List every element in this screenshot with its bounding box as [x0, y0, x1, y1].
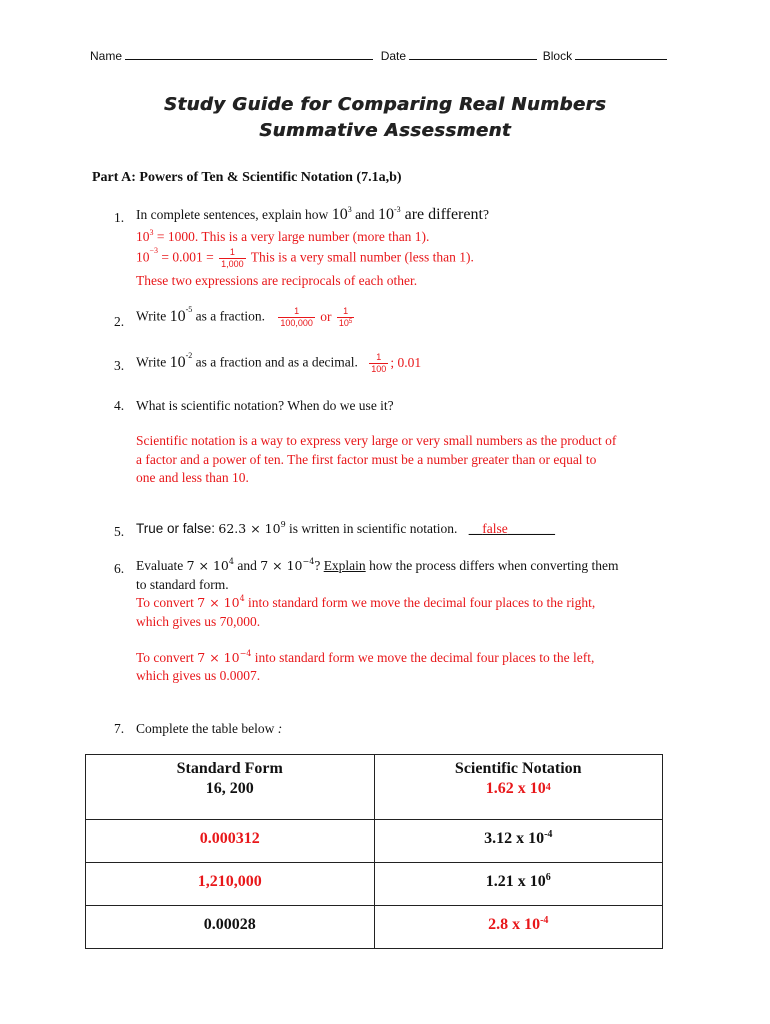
page-title: Study Guide for Comparing Real Numbers: [163, 94, 607, 115]
conversion-table: [85, 754, 663, 949]
q5-prompt: True or false: $62.3 \times 10^9$ is written in scientific notation. __false_______: [136, 520, 555, 536]
table-cell: [86, 863, 375, 906]
date-label: Date: [380, 49, 407, 63]
q2-prompt: Write $10^{-5}$ as a fraction. $\frac{1}{100,000}$ or $\frac{1}{10^5}$: [136, 305, 353, 328]
table-cell: [374, 820, 663, 863]
q1-answer-2: $10^{-3} = 0.001$ = $\frac{1}{1,000}$ This is a very small number (less than 1).: [136, 246, 474, 269]
q1-prompt: In complete sentences, explain how $10^3$ and $10^{-3}$ are different?: [136, 205, 489, 223]
q2-number: 2.: [114, 314, 125, 329]
q1-answer-3: These two expressions are reciprocals of each other.: [136, 273, 418, 288]
q3-fraction: $\frac{1}{100}$: [371, 352, 387, 374]
q6-answer-1-line-2: which gives us 70,000.: [136, 614, 261, 629]
cell-scientific: 3.12 x $10^{-4}$: [484, 829, 553, 847]
table-cell: [86, 906, 375, 949]
q4-answer-line-1: Scientific notation is a way to express very large or very small numbers as the product of: [136, 433, 617, 448]
q3-prompt: Write $10^{-2}$ as a fraction and as a decimal. $\frac{1}{100}$ ; 0.01: [136, 351, 422, 374]
q6-answer-2: To convert $7 \times 10^{-4}$ into standard form we move the decimal four places to the left,: [136, 649, 595, 665]
cell-standard: 0.000312: [199, 830, 260, 847]
part-a-heading: Part A: Powers of Ten & Scientific Notation (7.1a,b): [92, 170, 402, 185]
q5-answer: false: [482, 521, 508, 536]
table-row: [86, 755, 663, 820]
cell-standard: 1,210,000: [197, 873, 262, 890]
date-blank[interactable]: [409, 48, 537, 60]
q2-fraction-1: $\frac{1}{100,000}$: [280, 306, 313, 328]
table-row: [86, 820, 663, 863]
q6-answer-1: To convert $7 \times 10^4$ into standard form we move the decimal four places to the right,: [136, 594, 596, 610]
table-cell: [374, 906, 663, 949]
table-cell: [86, 755, 375, 820]
header-line: [90, 48, 667, 63]
q6-answer-2-line-2: which gives us 0.0007.: [136, 668, 261, 683]
page-subtitle: Summative Assessment: [259, 120, 511, 141]
q5-number: 5.: [114, 524, 125, 539]
q6-number: 6.: [114, 561, 125, 576]
table-cell: [374, 755, 663, 820]
table-row: [86, 906, 663, 949]
name-blank[interactable]: [125, 48, 373, 60]
cell-scientific: 1.21 x $10^6$: [485, 872, 551, 890]
column-header-scientific: Scientific Notation: [454, 760, 582, 777]
q2-fraction-2: $\frac{1}{10^5}$: [338, 306, 353, 328]
q1-number: 1.: [114, 210, 125, 225]
block-label: Block: [542, 49, 573, 63]
q1-answer-1: $10^3 = 1000$. This is a very large number (more than 1).: [136, 228, 430, 244]
q7-number: 7.: [114, 721, 125, 736]
q1-fraction: $\frac{1}{1,000}$: [221, 247, 244, 269]
q7-prompt: Complete the table below :: [136, 721, 283, 736]
column-header-standard: Standard Form: [176, 760, 283, 777]
table-cell: [374, 863, 663, 906]
cell-standard: 0.00028: [203, 916, 256, 933]
cell-standard: 16, 200: [205, 780, 254, 797]
cell-scientific: 1.62 x $10^4$: [485, 780, 551, 797]
q4-answer-line-3: one and less than 10.: [136, 470, 249, 485]
q4-prompt: What is scientific notation? When do we use it?: [136, 398, 394, 413]
table-row: [86, 863, 663, 906]
table-cell: [86, 820, 375, 863]
q4-number: 4.: [114, 398, 125, 413]
block-blank[interactable]: [575, 48, 667, 60]
name-label: Name: [90, 49, 123, 63]
q6-prompt-line-2: to standard form.: [136, 577, 229, 592]
q3-number: 3.: [114, 358, 125, 373]
q4-answer-line-2: a factor and a power of ten. The first factor must be a number greater than or equal to: [136, 452, 597, 467]
q6-prompt: Evaluate $7 \times 10^4$ and $7 \times 10^{-4}$? Explain how the process differs when converting them: [136, 557, 619, 573]
cell-scientific: 2.8 x $10^{-4}$: [488, 915, 549, 933]
